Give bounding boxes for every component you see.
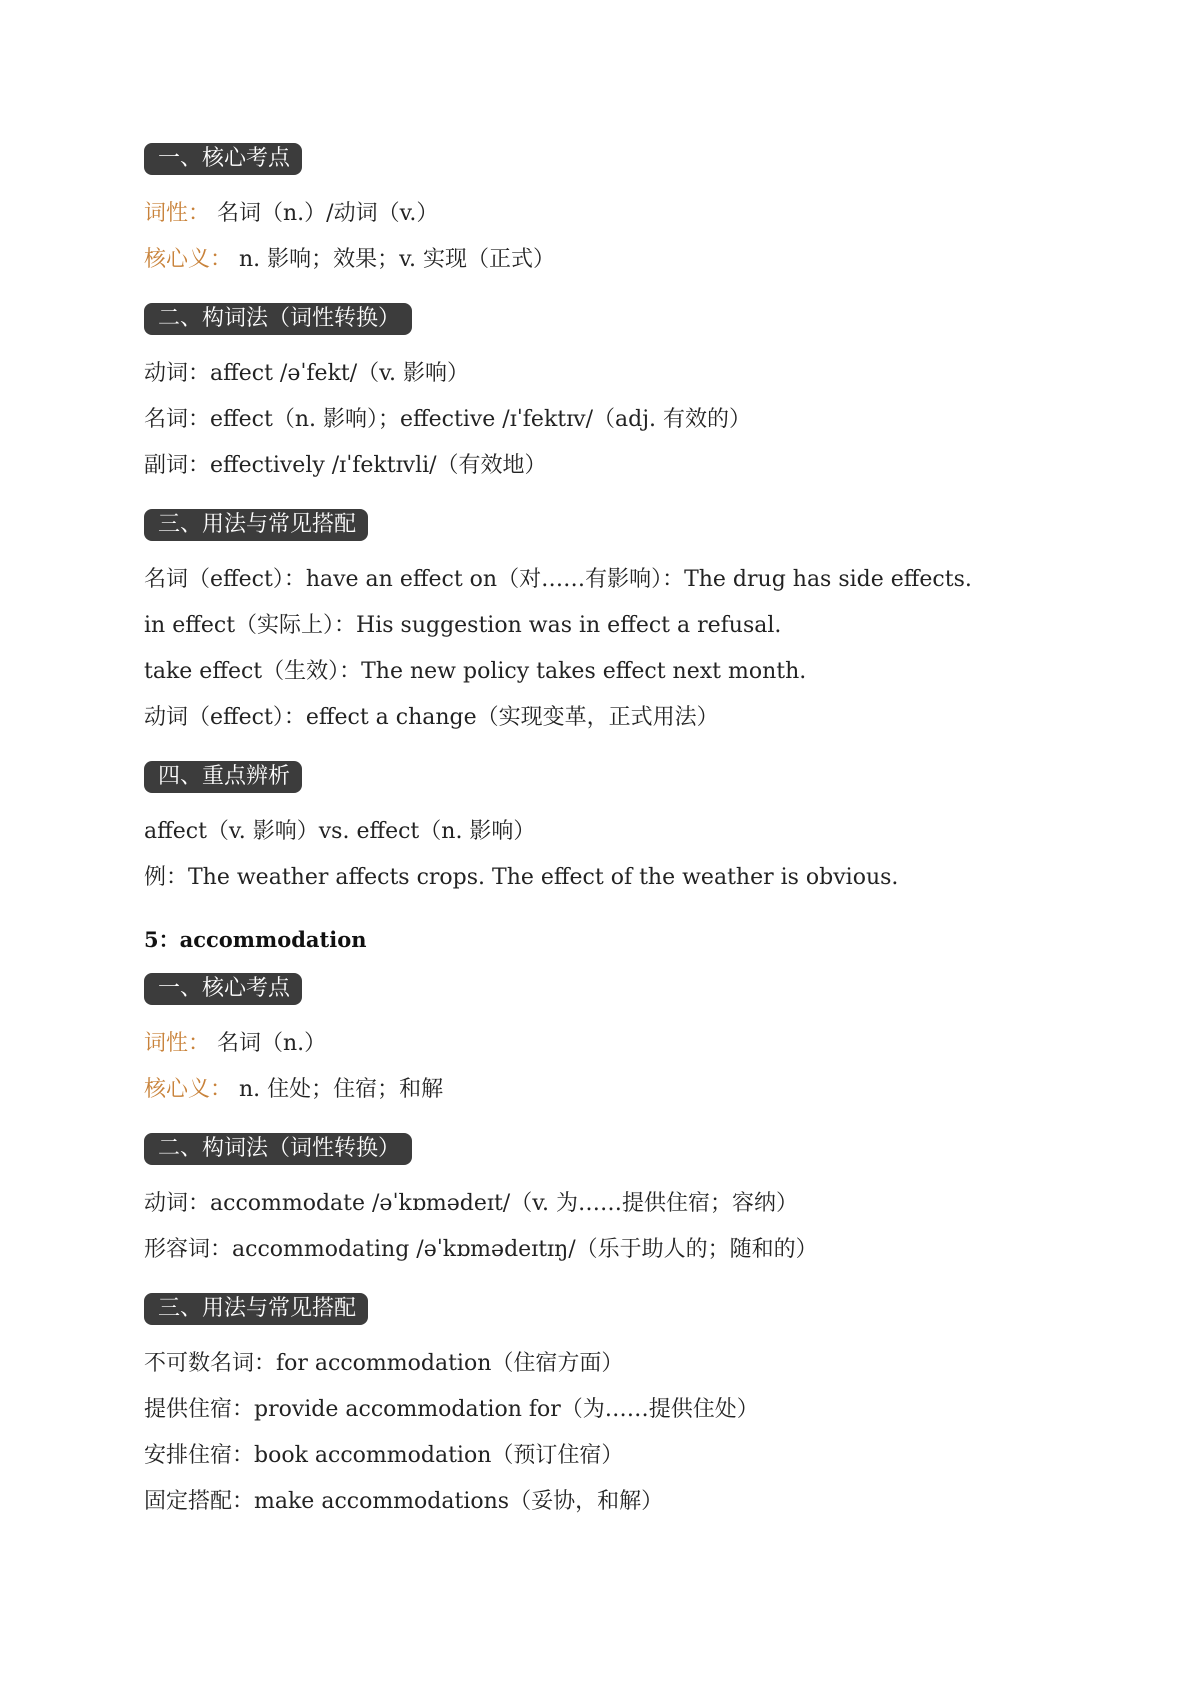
- usage-line: 不可数名词：for accommodation（住宿方面）: [144, 1351, 624, 1376]
- section-title-core: 一、核心考点: [144, 143, 302, 175]
- pos-label: 词性：: [144, 201, 211, 226]
- usage-line: 名词（effect）：have an effect on（对……有影响）：The drug has side effects.: [144, 567, 972, 592]
- word-heading: 5：accommodation: [144, 927, 367, 952]
- pos-line: [144, 197, 438, 231]
- section-title-usage: 三、用法与常见搭配: [144, 1293, 368, 1325]
- meaning-value: n. 影响；效果；v. 实现（正式）: [239, 247, 555, 272]
- usage-line: 动词（effect）：effect a change（实现变革，正式用法）: [144, 705, 719, 730]
- pos-label: 词性：: [144, 1031, 211, 1056]
- section-title-usage: 三、用法与常见搭配: [144, 509, 368, 541]
- example-line: 例：The weather affects crops. The effect of the weather is obvious.: [144, 865, 899, 890]
- word-formation-line: 形容词：accommodating /əˈkɒmədeɪtɪŋ/（乐于助人的；随和的）: [144, 1237, 818, 1262]
- usage-line: take effect（生效）：The new policy takes effect next month.: [144, 659, 807, 684]
- section-title-word-formation: 二、构词法（词性转换）: [144, 303, 412, 335]
- usage-line: 固定搭配：make accommodations（妥协，和解）: [144, 1489, 664, 1514]
- usage-line: in effect（实际上）：His suggestion was in effect a refusal.: [144, 613, 782, 638]
- pos-line: [144, 1027, 326, 1061]
- meaning-label: 核心义：: [144, 1077, 233, 1102]
- meaning-value: n. 住处；住宿；和解: [239, 1077, 444, 1102]
- section-title-distinction: 四、重点辨析: [144, 761, 302, 793]
- pos-value: 名词（n.）/动词（v.）: [217, 201, 439, 226]
- word-formation-line: 动词：affect /əˈfekt/（v. 影响）: [144, 361, 469, 386]
- usage-line: 提供住宿：provide accommodation for（为……提供住处）: [144, 1397, 759, 1422]
- word-formation-line: 动词：accommodate /əˈkɒmədeɪt/（v. 为……提供住宿；容纳）: [144, 1191, 798, 1216]
- meaning-line: [144, 243, 555, 277]
- distinction-line: affect（v. 影响）vs. effect（n. 影响）: [144, 819, 536, 844]
- section-title-word-formation: 二、构词法（词性转换）: [144, 1133, 412, 1165]
- word-formation-line: 名词：effect（n. 影响）；effective /ɪˈfektɪv/（adj. 有效的）: [144, 407, 752, 432]
- meaning-label: 核心义：: [144, 247, 233, 272]
- usage-line: 安排住宿：book accommodation（预订住宿）: [144, 1443, 624, 1468]
- pos-value: 名词（n.）: [217, 1031, 327, 1056]
- meaning-line: [144, 1073, 443, 1107]
- section-title-core: 一、核心考点: [144, 973, 302, 1005]
- word-formation-line: 副词：effectively /ɪˈfektɪvli/（有效地）: [144, 453, 547, 478]
